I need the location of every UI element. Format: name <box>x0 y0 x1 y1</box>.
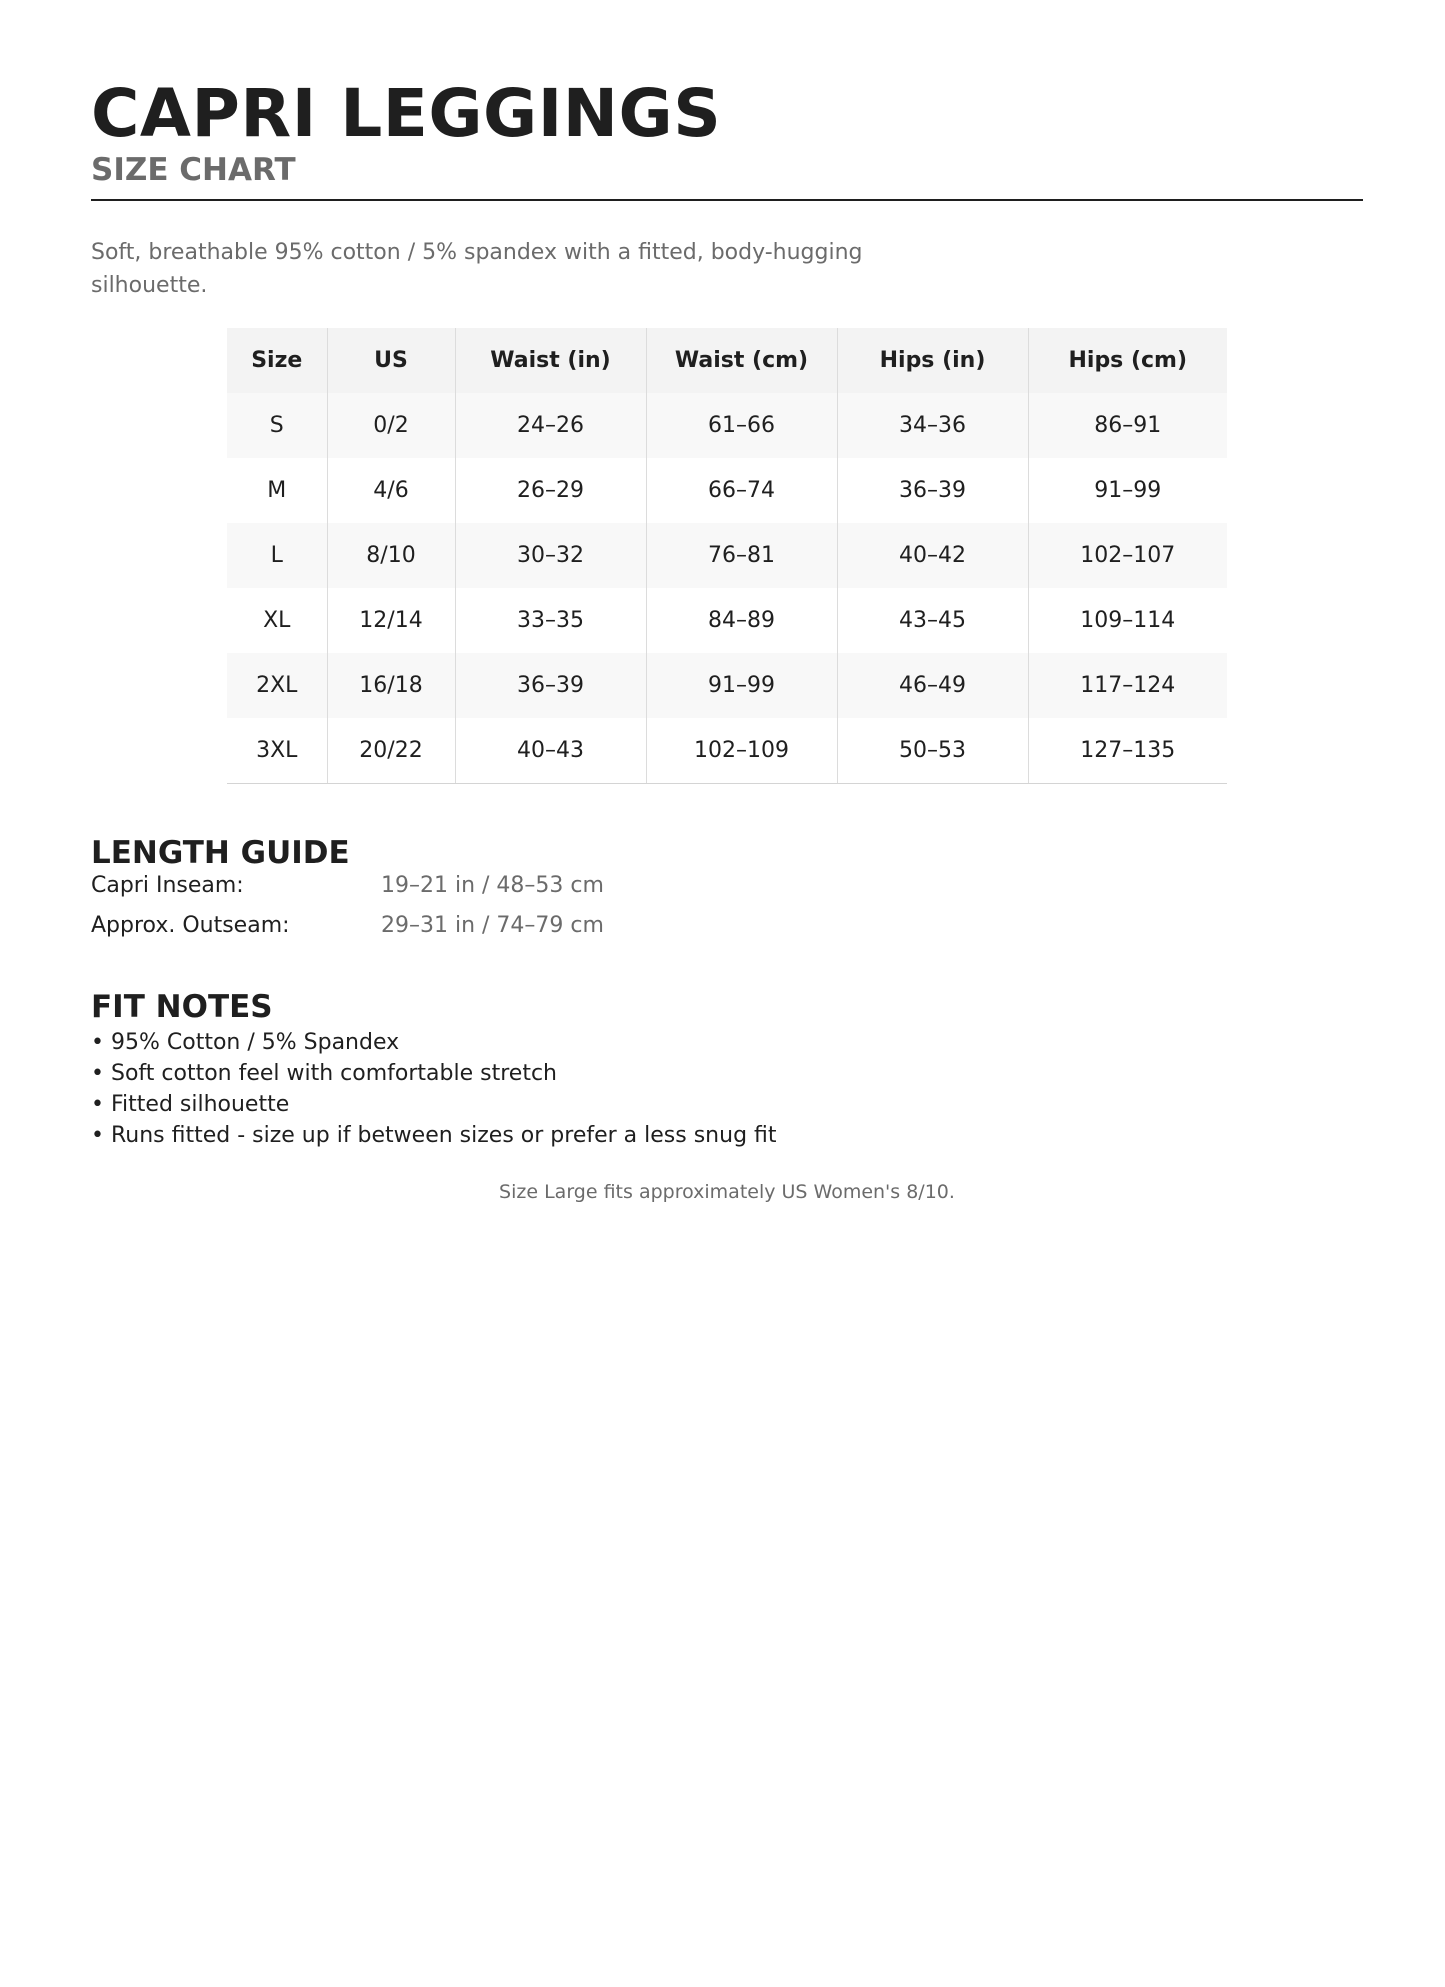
table-header-row <box>227 328 1227 393</box>
column-header-waist-cm: Waist (cm) <box>646 328 837 393</box>
cell-waist-cm: 61–66 <box>646 393 837 458</box>
cell-size: 3XL <box>227 718 327 784</box>
length-guide-value: 19–21 in / 48–53 cm <box>381 873 604 898</box>
cell-hips-cm: 86–91 <box>1028 393 1227 458</box>
cell-hips-in: 50–53 <box>837 718 1028 784</box>
table-row <box>227 653 1227 718</box>
cell-us: 12/14 <box>327 588 455 653</box>
fit-note-item: • Soft cotton feel with comfortable stretch <box>91 1058 777 1089</box>
column-header-hips-in: Hips (in) <box>837 328 1028 393</box>
cell-us: 4/6 <box>327 458 455 523</box>
cell-size: 2XL <box>227 653 327 718</box>
size-table <box>227 328 1227 784</box>
table-row <box>227 523 1227 588</box>
cell-hips-in: 43–45 <box>837 588 1028 653</box>
length-guide-label: Capri Inseam: <box>91 873 244 898</box>
size-footnote: Size Large fits approximately US Women's 8/10. <box>499 1181 955 1203</box>
cell-waist-cm: 76–81 <box>646 523 837 588</box>
cell-hips-in: 34–36 <box>837 393 1028 458</box>
cell-waist-in: 26–29 <box>455 458 646 523</box>
cell-waist-cm: 84–89 <box>646 588 837 653</box>
cell-hips-in: 36–39 <box>837 458 1028 523</box>
title-divider <box>91 199 1363 201</box>
table-row <box>227 393 1227 458</box>
fit-notes-list <box>91 1027 777 1151</box>
cell-size: M <box>227 458 327 523</box>
cell-hips-cm: 109–114 <box>1028 588 1227 653</box>
cell-waist-cm: 66–74 <box>646 458 837 523</box>
cell-waist-cm: 102–109 <box>646 718 837 784</box>
cell-size: S <box>227 393 327 458</box>
cell-size: XL <box>227 588 327 653</box>
cell-hips-cm: 127–135 <box>1028 718 1227 784</box>
length-guide-label: Approx. Outseam: <box>91 913 290 938</box>
product-description: Soft, breathable 95% cotton / 5% spandex with a fitted, body-hugging silhouette. <box>91 240 863 298</box>
fit-note-item: • 95% Cotton / 5% Spandex <box>91 1027 777 1058</box>
page-title: CAPRI LEGGINGS <box>91 75 722 152</box>
length-guide-heading: LENGTH GUIDE <box>91 835 350 871</box>
column-header-waist-in: Waist (in) <box>455 328 646 393</box>
column-header-size: Size <box>227 328 327 393</box>
page-subtitle: SIZE CHART <box>91 152 296 188</box>
cell-waist-in: 33–35 <box>455 588 646 653</box>
cell-waist-cm: 91–99 <box>646 653 837 718</box>
cell-waist-in: 30–32 <box>455 523 646 588</box>
cell-us: 8/10 <box>327 523 455 588</box>
cell-waist-in: 36–39 <box>455 653 646 718</box>
table-row <box>227 588 1227 653</box>
fit-note-item: • Runs fitted - size up if between sizes or prefer a less snug fit <box>91 1120 777 1151</box>
cell-hips-cm: 117–124 <box>1028 653 1227 718</box>
cell-waist-in: 24–26 <box>455 393 646 458</box>
table-row <box>227 458 1227 523</box>
cell-hips-cm: 102–107 <box>1028 523 1227 588</box>
fit-note-item: • Fitted silhouette <box>91 1089 777 1120</box>
cell-hips-in: 46–49 <box>837 653 1028 718</box>
cell-us: 16/18 <box>327 653 455 718</box>
cell-size: L <box>227 523 327 588</box>
fit-notes-heading: FIT NOTES <box>91 989 273 1025</box>
cell-hips-cm: 91–99 <box>1028 458 1227 523</box>
cell-waist-in: 40–43 <box>455 718 646 784</box>
cell-us: 20/22 <box>327 718 455 784</box>
size-table-container <box>227 328 1227 784</box>
table-row <box>227 718 1227 784</box>
length-guide-value: 29–31 in / 74–79 cm <box>381 913 604 938</box>
column-header-hips-cm: Hips (cm) <box>1028 328 1227 393</box>
column-header-us: US <box>327 328 455 393</box>
cell-hips-in: 40–42 <box>837 523 1028 588</box>
cell-us: 0/2 <box>327 393 455 458</box>
